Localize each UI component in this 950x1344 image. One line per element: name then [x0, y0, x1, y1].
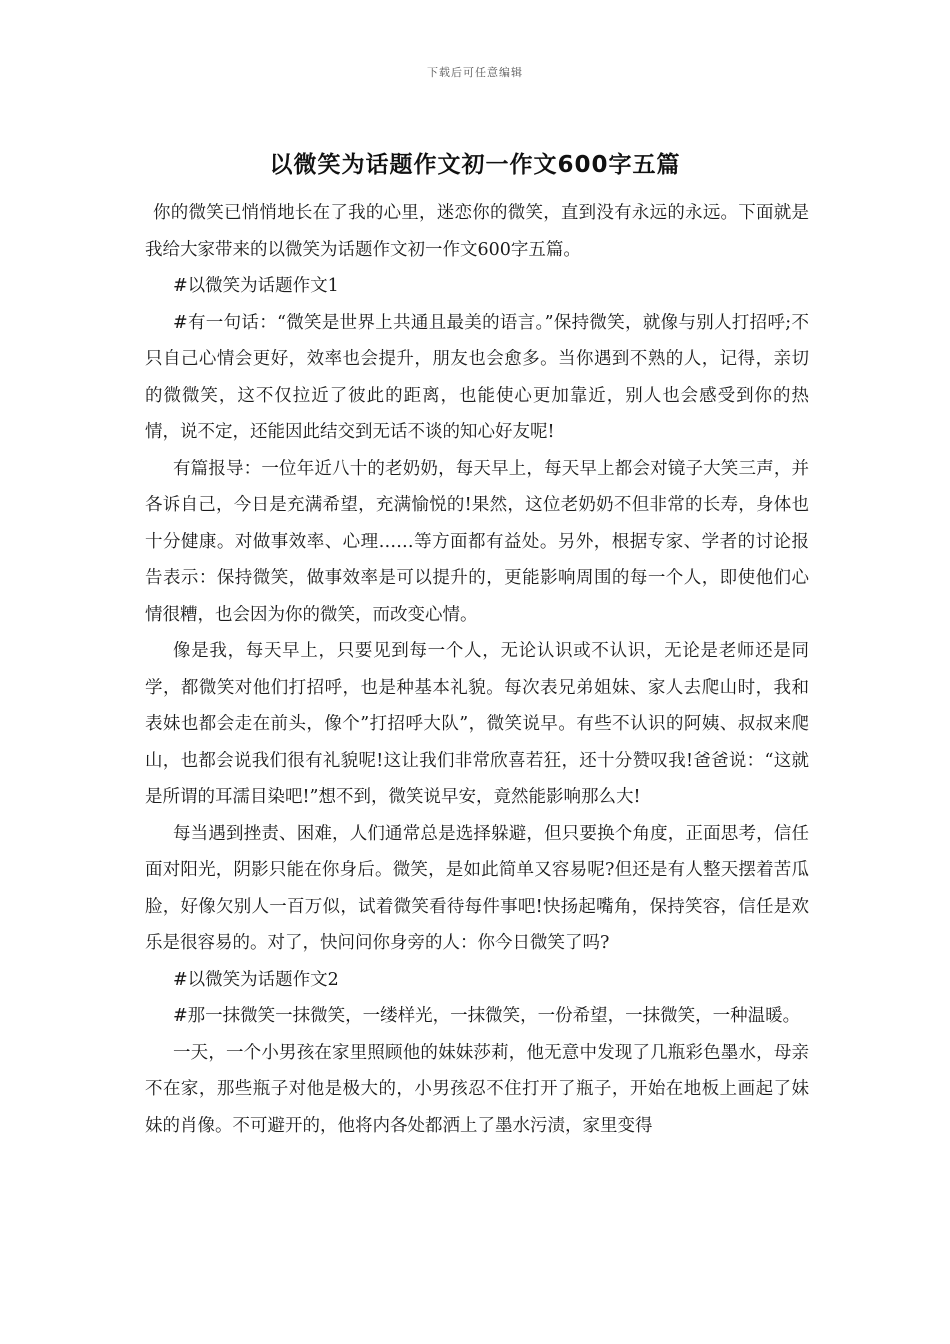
paragraph: 每当遇到挫责、困难，人们通常总是选择躲避，但只要换个角度，正面思考，信任面对阳光，阴影只能在你身后。微笑，是如此简单又容易呢?但还是有人整天摆着苦瓜脸，好像欠别人一百万似，试着微笑看待每件事吧!快扬起嘴角，保持笑容，信任是欢乐是很容易的。对了，快问问你身旁的人：你今日微笑了吗?: [145, 823, 809, 953]
intro-paragraph: 你的微笑已悄悄地长在了我的心里，迷恋你的微笑，直到没有永远的永远。下面就是我给大家带来的以微笑为话题作文初一作文600字五篇。: [145, 203, 809, 260]
paragraph: 一天，一个小男孩在家里照顾他的妹妹莎莉，他无意中发现了几瓶彩色墨水，母亲不在家，那些瓶子对他是极大的，小男孩忍不住打开了瓶子，开始在地板上画起了妹妹的肖像。不可避开的，他将内各处都洒上了墨水污渍，家里变得: [145, 1042, 809, 1136]
paragraph: #有一句话：“微笑是世界上共通且最美的语言。”保持微笑，就像与别人打招呼;不只自己心情会更好，效率也会提升，朋友也会愈多。当你遇到不熟的人，记得，亲切的微微笑，这不仅拉近了彼此的距离，也能使心更加靠近，别人也会感受到你的热情，说不定，还能因此结交到无话不谈的知心好友呢!: [145, 312, 809, 442]
paragraph: 有篇报导：一位年近八十的老奶奶，每天早上，每天早上都会对镜子大笑三声，并各诉自己，今日是充满希望，充满愉悦的!果然，这位老奶奶不但非常的长寿，身体也十分健康。对做事效率、心理……等方面都有益处。另外，根据专家、学者的讨论报告表示：保持微笑，做事效率是可以提升的，更能影响周围的每一个人，即使他们心情很糟，也会因为你的微笑，而改变心情。: [145, 458, 809, 625]
section-heading-2: #以微笑为话题作文2: [173, 969, 339, 990]
article-body: [145, 195, 809, 1144]
paragraph: #那一抹微笑一抹微笑，一缕样光，一抹微笑，一份希望，一抹微笑，一种温暖。: [173, 1006, 801, 1026]
paragraph: 像是我，每天早上，只要见到每一个人，无论认识或不认识，无论是老师还是同学，都微笑对他们打招呼，也是种基本礼貌。每次表兄弟姐妹、家人去爬山时，我和表妹也都会走在前头，像个”打招呼大队”，微笑说早。有些不认识的阿姨、叔叔来爬山，也都会说我们很有礼貌呢!这让我们非常欣喜若狂，还十分赞叹我!爸爸说：“这就是所谓的耳濡目染吧!”想不到，微笑说早安，竟然能影响那么大!: [145, 641, 809, 807]
section-heading-1: #以微笑为话题作文1: [173, 276, 339, 296]
page-title: 以微笑为话题作文初一作文600字五篇: [269, 152, 681, 178]
download-note: 下载后可任意编辑: [427, 66, 523, 79]
